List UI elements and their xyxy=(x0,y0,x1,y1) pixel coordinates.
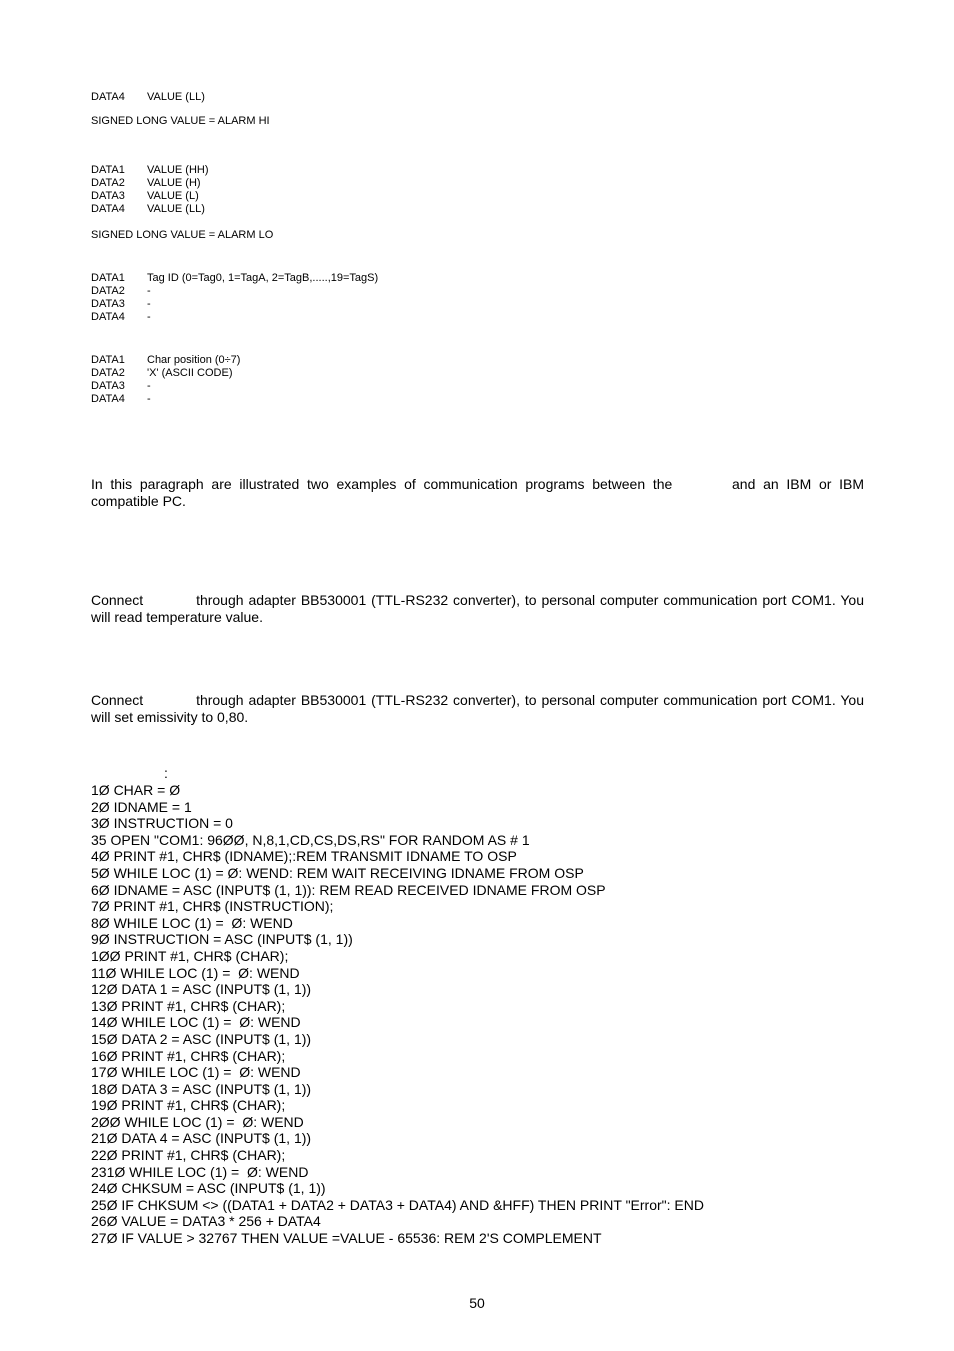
data-block-tag-id xyxy=(91,272,378,324)
data-row: DATA1 VALUE (HH) xyxy=(91,164,209,176)
data-row: DATA3 - xyxy=(91,298,151,310)
data-row: DATA1 Tag ID (0=Tag0, 1=TagA, 2=TagB,.....,19=TagS) xyxy=(91,272,379,284)
code-line: 16Ø PRINT #1, CHR$ (CHAR); xyxy=(91,1047,286,1064)
code-line: 12Ø DATA 1 = ASC (INPUT$ (1, 1)) xyxy=(91,981,312,998)
code-line: 7Ø PRINT #1, CHR$ (INSTRUCTION); xyxy=(91,898,334,915)
code-line: 6Ø IDNAME = ASC (INPUT$ (1, 1)): REM READ RECEIVED IDNAME FROM OSP xyxy=(91,881,606,898)
code-line: 14Ø WHILE LOC (1) = Ø: WEND xyxy=(91,1014,301,1031)
code-line: 17Ø WHILE LOC (1) = Ø: WEND xyxy=(91,1064,301,1081)
code-line: 13Ø PRINT #1, CHR$ (CHAR); xyxy=(91,997,286,1014)
code-line: 18Ø DATA 3 = ASC (INPUT$ (1, 1)) xyxy=(91,1080,312,1097)
data-row: DATA4 - xyxy=(91,311,151,323)
data-row: DATA2 'X' (ASCII CODE) xyxy=(91,367,233,379)
code-line: 21Ø DATA 4 = ASC (INPUT$ (1, 1)) xyxy=(91,1130,312,1147)
code-line: 2Ø IDNAME = 1 xyxy=(91,798,192,815)
page-number: 50 xyxy=(469,1295,485,1311)
data-row: DATA1 Char position (0÷7) xyxy=(91,354,241,366)
data-note: SIGNED LONG VALUE = ALARM LO xyxy=(91,229,274,241)
code-line: 15Ø DATA 2 = ASC (INPUT$ (1, 1)) xyxy=(91,1030,312,1047)
data-block-char-position xyxy=(91,354,240,406)
data-row: DATA4 VALUE (LL) xyxy=(91,203,205,215)
data-row: DATA4 - xyxy=(91,393,151,405)
data-block-alarm-lo xyxy=(91,164,273,242)
data-row: DATA2 - xyxy=(91,285,151,297)
example1-paragraph: Connect through adapter BB530001 (TTL-RS232 converter), to personal computer communication port COM1. You will read temperature value. xyxy=(91,592,865,625)
code-line: 35 OPEN "COM1: 96ØØ, N,8,1,CD,CS,DS,RS" FOR RANDOM AS # 1 xyxy=(91,831,530,848)
code-line: 22Ø PRINT #1, CHR$ (CHAR); xyxy=(91,1147,286,1164)
code-line: 5Ø WHILE LOC (1) = Ø: WEND: REM WAIT RECEIVING IDNAME FROM OSP xyxy=(91,864,584,881)
code-line: 2ØØ WHILE LOC (1) = Ø: WEND xyxy=(91,1113,304,1130)
code-line: 4Ø PRINT #1, CHR$ (IDNAME);:REM TRANSMIT IDNAME TO OSP xyxy=(91,848,517,865)
code-label: : xyxy=(164,765,168,781)
code-line: 27Ø IF VALUE > 32767 THEN VALUE =VALUE - 65536: REM 2'S COMPLEMENT xyxy=(91,1230,602,1247)
data-row: DATA4 VALUE (LL) xyxy=(91,91,205,103)
data-note: SIGNED LONG VALUE = ALARM HI xyxy=(91,115,270,127)
code-line: 24Ø CHKSUM = ASC (INPUT$ (1, 1)) xyxy=(91,1180,326,1197)
example2-paragraph: Connect through adapter BB530001 (TTL-RS232 converter), to personal computer communication port COM1. You will set emissivity to 0,80. xyxy=(91,692,865,725)
code-line: 11Ø WHILE LOC (1) = Ø: WEND xyxy=(91,964,300,981)
code-line: 19Ø PRINT #1, CHR$ (CHAR); xyxy=(91,1097,286,1114)
code-line: 1Ø CHAR = Ø xyxy=(91,782,181,798)
intro-paragraph: In this paragraph are illustrated two examples of communication programs between the and an IBM or IBM compatible PC. xyxy=(91,476,865,509)
data-row: DATA3 - xyxy=(91,380,151,392)
code-line: 231Ø WHILE LOC (1) = Ø: WEND xyxy=(91,1163,309,1180)
data-block-alarm-hi xyxy=(91,91,270,128)
data-row: DATA3 VALUE (L) xyxy=(91,190,199,202)
code-line: 8Ø WHILE LOC (1) = Ø: WEND xyxy=(91,914,293,931)
code-line: 1ØØ PRINT #1, CHR$ (CHAR); xyxy=(91,947,289,964)
code-line: 9Ø INSTRUCTION = ASC (INPUT$ (1, 1)) xyxy=(91,931,353,948)
code-line: 3Ø INSTRUCTION = 0 xyxy=(91,815,233,832)
basic-code-listing xyxy=(91,782,704,1247)
code-line: 26Ø VALUE = DATA3 * 256 + DATA4 xyxy=(91,1213,321,1230)
code-line: 25Ø IF CHKSUM <> ((DATA1 + DATA2 + DATA3 + DATA4) AND &HFF) THEN PRINT "Error": END xyxy=(91,1196,704,1213)
data-row: DATA2 VALUE (H) xyxy=(91,177,201,189)
